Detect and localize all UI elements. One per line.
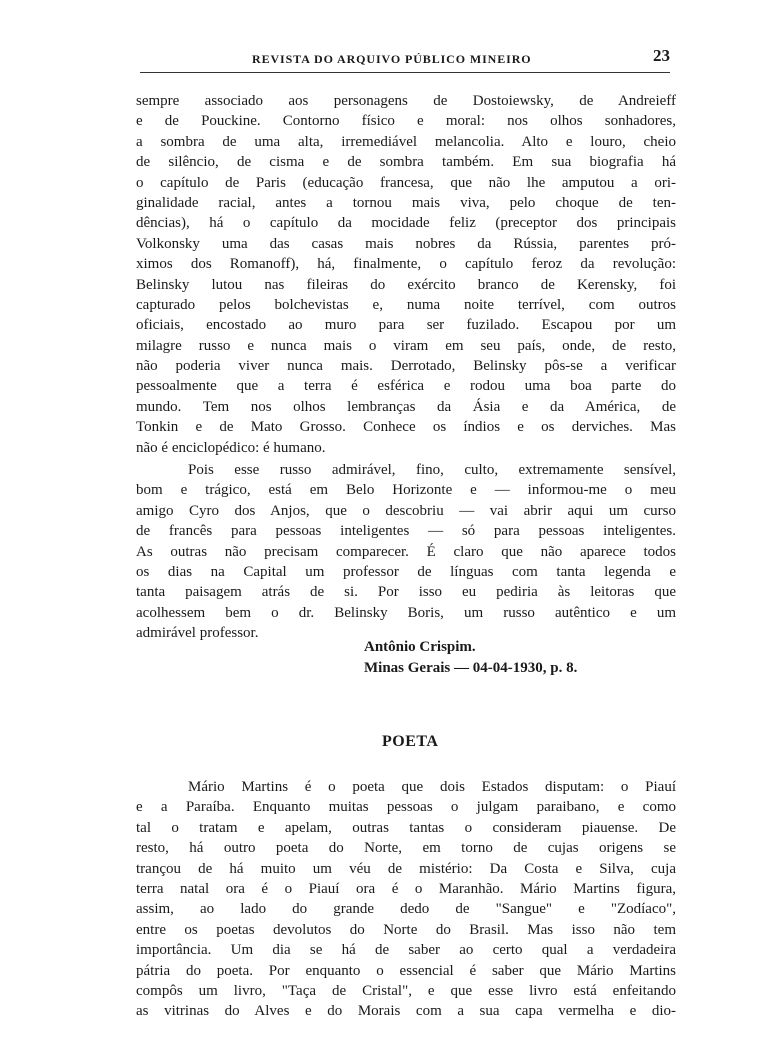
text-line: As outras não precisam comparecer. É claro que não aparece todos — [136, 543, 676, 560]
text-line: tal o tratam e apelam, outras tantas o consideram piauense. De — [136, 819, 676, 836]
text-line: não é enciclopédico: é humano. — [136, 439, 326, 456]
text-line: dências), há o capítulo da mocidade feliz (preceptor dos principais — [136, 215, 676, 232]
text-line: milagre russo e nunca mais o viram em seu país, onde, de resto, — [136, 337, 676, 354]
text-line: pessoalmente que a terra é esférica e rodou uma boa parte do — [136, 378, 676, 395]
signature-block — [364, 637, 664, 679]
text-line: oficiais, encostado ao muro para ser fuzilado. Escapou por um — [136, 317, 676, 334]
text-line: sempre associado aos personagens de Dostoiewsky, de Andreieff — [136, 93, 676, 109]
text-line: e de Pouckine. Contorno físico e moral: nos olhos sonhadores, — [136, 113, 676, 130]
text-line: pátria do poeta. Por enquanto o essencial é saber que Mário Martins — [136, 962, 676, 979]
text-line: terra natal ora é o Piauí ora é o Maranhão. Mário Martins figura, — [136, 880, 676, 897]
text-line: assim, ao lado do grande dedo de "Sangue" e "Zodíaco", — [136, 901, 676, 918]
text-line: admirável professor. — [136, 625, 259, 642]
text-line: os dias na Capital um professor de línguas com tanta legenda e — [136, 563, 676, 580]
text-line: a sombra de uma alta, irremediável melancolia. Alto e louro, cheio — [136, 133, 676, 150]
text-line: Tonkin e de Mato Grosso. Conhece os índios e os derviches. Mas — [136, 419, 676, 436]
text-line: de silêncio, de cisma e de sombra também. Em sua biografia há — [136, 154, 676, 171]
text-line: amigo Cyro dos Anjos, que o descobriu — vai abrir aqui um curso — [136, 502, 676, 519]
text-line: as vitrinas do Alves e do Morais com a sua capa vermelha e dio- — [136, 1003, 676, 1020]
author-name: Antônio Crispim. — [364, 639, 476, 655]
text-line: Volkonsky uma das casas mais nobres da Rússia, parentes pró- — [136, 235, 676, 252]
text-line: Mário Martins é o poeta que dois Estados disputam: o Piauí — [188, 779, 676, 795]
text-line: não poderia viver nunca mais. Derrotado, Belinsky pôs-se a verificar — [136, 358, 676, 375]
text-line: ginalidade racial, antes a tornou mais viva, pelo choque de ten- — [136, 194, 676, 211]
paragraph-course — [136, 460, 676, 644]
text-line: acolhessem bem o dr. Belinsky Boris, um russo autêntico e um — [136, 604, 676, 621]
source-citation: Minas Gerais — 04-04-1930, p. 8. — [364, 660, 578, 676]
text-line: trançou de há muito um véu de mistério: Da Costa e Silva, cuja — [136, 860, 676, 877]
text-line: tanta paisagem atrás de si. Por isso eu pediria às leitoras que — [136, 584, 676, 601]
page-number: 23 — [653, 46, 670, 65]
text-line: importância. Um dia se há de saber ao certo qual a verdadeira — [136, 942, 676, 959]
text-line: entre os poetas devolutos do Norte do Brasil. Mas isso não tem — [136, 921, 676, 938]
text-line: o capítulo de Paris (educação francesa, que não lhe amputou a ori- — [136, 174, 676, 191]
text-line: mundo. Tem nos olhos lembranças da Ásia e da América, de — [136, 398, 676, 415]
text-line: ximos dos Romanoff), há, finalmente, o capítulo feroz da revolução: — [136, 256, 676, 273]
text-line: Pois esse russo admirável, fino, culto, extremamente sensível, — [188, 462, 676, 478]
text-line: capturado pelos bolchevistas e, numa noite terrível, com outros — [136, 296, 676, 313]
text-line: e a Paraíba. Enquanto muitas pessoas o julgam paraibano, e como — [136, 799, 676, 816]
text-line: resto, há outro poeta do Norte, em torno de cujas origens se — [136, 840, 676, 857]
header-rule — [140, 72, 670, 73]
text-line: de francês para pessoas inteligentes — só para pessoas inteligentes. — [136, 523, 676, 540]
running-header — [140, 44, 680, 74]
text-line: compôs um livro, "Taça de Cristal", e que esse livro está enfeitando — [136, 982, 676, 999]
text-line: Belinsky lutou nas fileiras do exército branco de Kerensky, foi — [136, 276, 676, 293]
paragraph-biography — [136, 91, 676, 458]
running-title: REVISTA DO ARQUIVO PÚBLICO MINEIRO — [252, 52, 532, 66]
paragraph-poet — [136, 777, 676, 1022]
section-title: POETA — [382, 733, 439, 750]
text-line: bom e trágico, está em Belo Horizonte e — informou-me o meu — [136, 482, 676, 499]
